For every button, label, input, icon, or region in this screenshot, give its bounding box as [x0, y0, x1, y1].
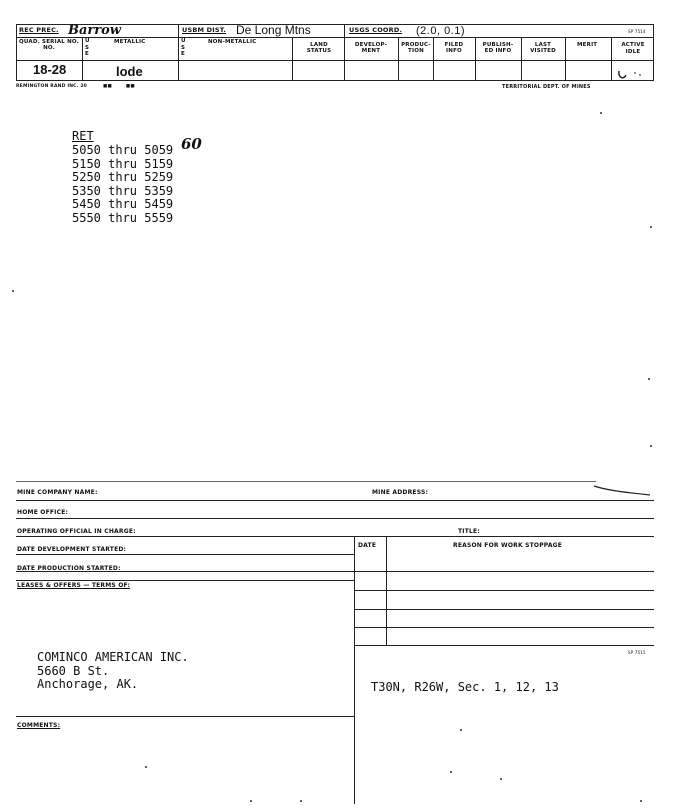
scan-speck [12, 290, 14, 292]
metallic-value: lode [116, 64, 143, 79]
form-code: SP 7514 [628, 29, 646, 34]
ret-range: 5150 thru 5159 [72, 156, 174, 171]
col-nonmetallic-prefix: U S E [181, 38, 186, 57]
scan-speck [300, 800, 302, 802]
home-office-label: HOME OFFICE: [17, 509, 69, 516]
rec-prec-value: Barrow [68, 23, 121, 38]
col-metallic-prefix: U S E [85, 38, 90, 57]
scan-speck [600, 112, 602, 114]
ret-heading: RET [72, 129, 94, 143]
owner-name: COMINCO AMERICAN INC. [37, 650, 189, 664]
comments-label: COMMENTS: [17, 722, 61, 729]
col-filed-info: FILED INFO [444, 42, 464, 54]
reason-col-header: REASON FOR WORK STOPPAGE [453, 542, 563, 549]
ret-range: 5250 thru 5259 [72, 170, 174, 184]
owner-city: Anchorage, AK. [37, 677, 139, 691]
scan-speck [650, 226, 652, 228]
title-label: TITLE: [458, 528, 480, 535]
scan-speck [460, 729, 462, 731]
scan-speck [650, 445, 652, 447]
footer-left: REMINGTON RAND INC. 20 ■■ ■■ [16, 84, 135, 89]
col-merit: MERIT [577, 42, 598, 48]
col-development: DEVELOP- MENT [354, 42, 388, 54]
col-active-idle: ACTIVE IDLE [621, 42, 645, 55]
form-code-2: SP 7515 [628, 650, 646, 655]
date-development-label: DATE DEVELOPMENT STARTED: [17, 546, 127, 553]
usbm-dist-label: USBM DIST. [182, 26, 227, 34]
scan-speck [648, 378, 650, 380]
mine-company-name-label: MINE COMPANY NAME: [17, 489, 98, 496]
operating-official-label: OPERATING OFFICIAL IN CHARGE: [17, 528, 136, 535]
col-metallic: METALLIC [114, 39, 146, 45]
ret-range: 5550 thru 5559 [72, 210, 174, 225]
col-nonmetallic: NON-METALLIC [208, 39, 257, 45]
location-text: T30N, R26W, Sec. 1, 12, 13 [371, 680, 559, 694]
usgs-coord-label: USGS COORD. [349, 26, 403, 34]
ret-range: 5450 thru 5459 [72, 197, 174, 211]
owner-street: 5660 B St. [37, 663, 110, 678]
date-production-label: DATE PRODUCTION STARTED: [17, 565, 121, 572]
rec-prec-label: REC PREC. [19, 26, 59, 34]
col-last-visited: LAST VISITED [530, 42, 556, 54]
scan-speck [250, 800, 252, 802]
check-mark-icon [616, 68, 646, 84]
scan-speck [450, 771, 452, 773]
col-land-status: LAND STATUS [306, 42, 332, 54]
scan-speck [145, 766, 147, 768]
quad-serial-value: 18-28 [33, 62, 67, 77]
col-production: PRODUC- TION [401, 42, 431, 54]
ret-range: 5050 thru 5059 [72, 143, 174, 157]
usgs-coord-value: (2.0, 0.1) [416, 25, 466, 37]
leases-label: LEASES & OFFERS — TERMS OF: [17, 582, 131, 589]
col-published-info: PUBLISH- ED INFO [482, 42, 514, 54]
footer-right: TERRITORIAL DEPT. OF MINES [502, 84, 591, 90]
ret-range: 5350 thru 5359 [72, 183, 174, 198]
col-quad-serial: QUAD. SERIAL NO. NO. [19, 39, 79, 51]
scan-speck [500, 778, 502, 780]
mine-address-label: MINE ADDRESS: [372, 489, 429, 496]
ret-note: 60 [181, 135, 202, 153]
date-col-header: DATE [358, 542, 377, 549]
scan-speck [640, 800, 642, 802]
pen-stroke-icon [592, 478, 654, 500]
usbm-dist-value: De Long Mtns [236, 23, 311, 37]
footer-left-text: REMINGTON RAND INC. 20 [16, 84, 87, 89]
